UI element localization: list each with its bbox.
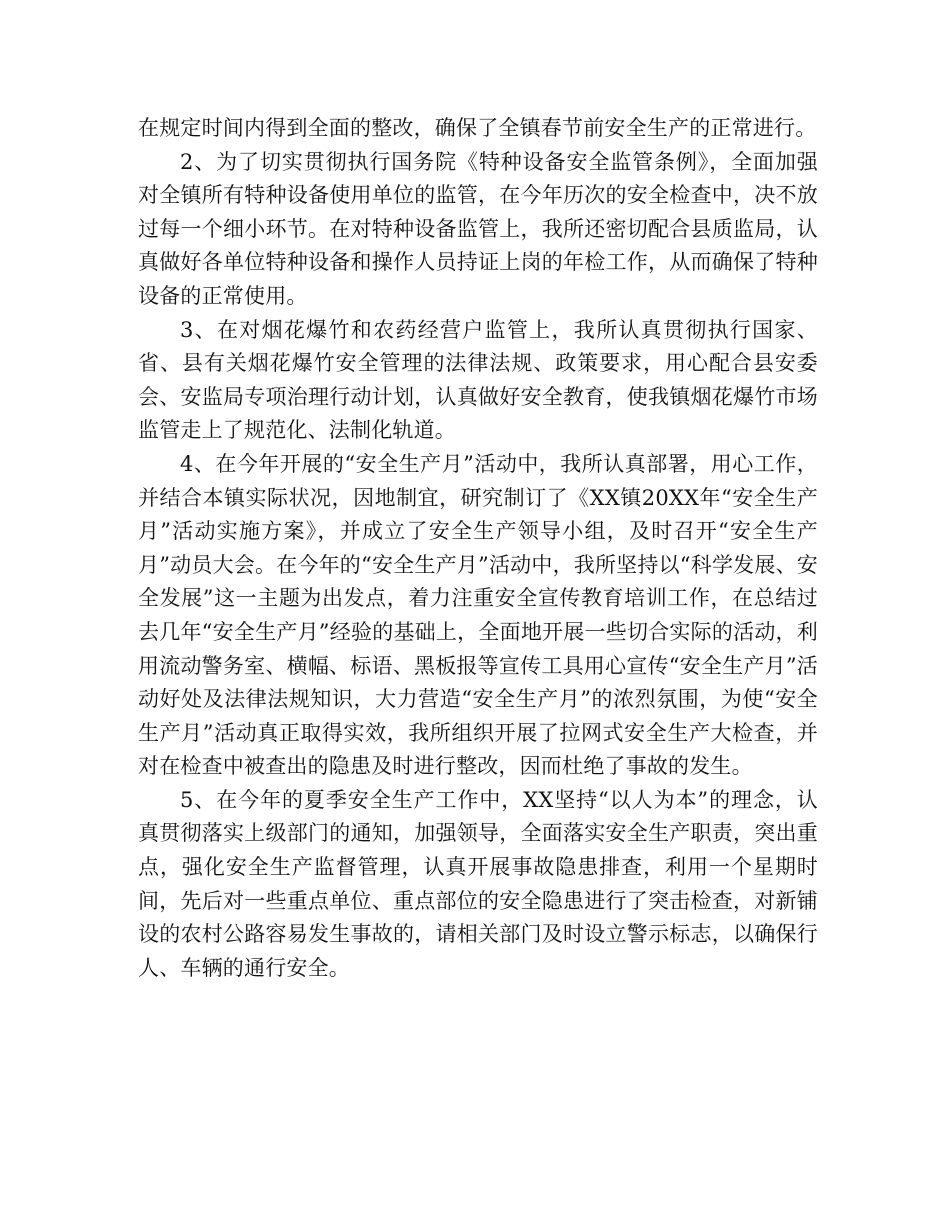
- paragraph-item-4: 4、在今年开展的“安全生产月”活动中，我所认真部署，用心工作，并结合本镇实际状况，因地制宜，研究制订了《XX镇20XX年“安全生产月”活动实施方案》，并成立了安全生产领导小组，及时召开“安全生产月”动员大会。在今年的“安全生产月”活动中，我所坚持以“科学发展、安全发展”这一主题为出发点，着力注重安全宣传教育培训工作，在总结过去几年“安全生产月”经验的基础上，全面地开展一些切合实际的活动，利用流动警务室、横幅、标语、黑板报等宣传工具用心宣传“安全生产月”活动好处及法律法规知识，大力营造“安全生产月”的浓烈氛围，为使“安全生产月”活动真正取得实效，我所组织开展了拉网式安全生产大检查，并对在检查中被查出的隐患及时进行整改，因而杜绝了事故的发生。: [138, 451, 818, 779]
- paragraph-item-5: 5、在今年的夏季安全生产工作中，XX坚持“以人为本”的理念，认真贯彻落实上级部门的通知，加强领导，全面落实安全生产职责，突出重点，强化安全生产监督管理，认真开展事故隐患排查，利用一个星期时间，先后对一些重点单位、重点部位的安全隐患进行了突击检查，对新铺设的农村公路容易发生事故的，请相关部门及时设立警示标志，以确保行人、车辆的通行安全。: [138, 787, 818, 980]
- document-body: [138, 112, 818, 985]
- paragraph-continuation: 在规定时间内得到全面的整改，确保了全镇春节前安全生产的正常进行。: [138, 116, 817, 140]
- paragraph-item-2: 2、为了切实贯彻执行国务院《特种设备安全监管条例》，全面加强对全镇所有特种设备使用单位的监管，在今年历次的安全检查中，决不放过每一个细小环节。在对特种设备监管上，我所还密切配合县质监局，认真做好各单位特种设备和操作人员持证上岗的年检工作，从而确保了特种设备的正常使用。: [138, 149, 818, 308]
- paragraph-item-3: 3、在对烟花爆竹和农药经营户监管上，我所认真贯彻执行国家、省、县有关烟花爆竹安全管理的法律法规、政策要求，用心配合县安委会、安监局专项治理行动计划，认真做好安全教育，使我镇烟花爆竹市场监管走上了规范化、法制化轨道。: [138, 317, 818, 443]
